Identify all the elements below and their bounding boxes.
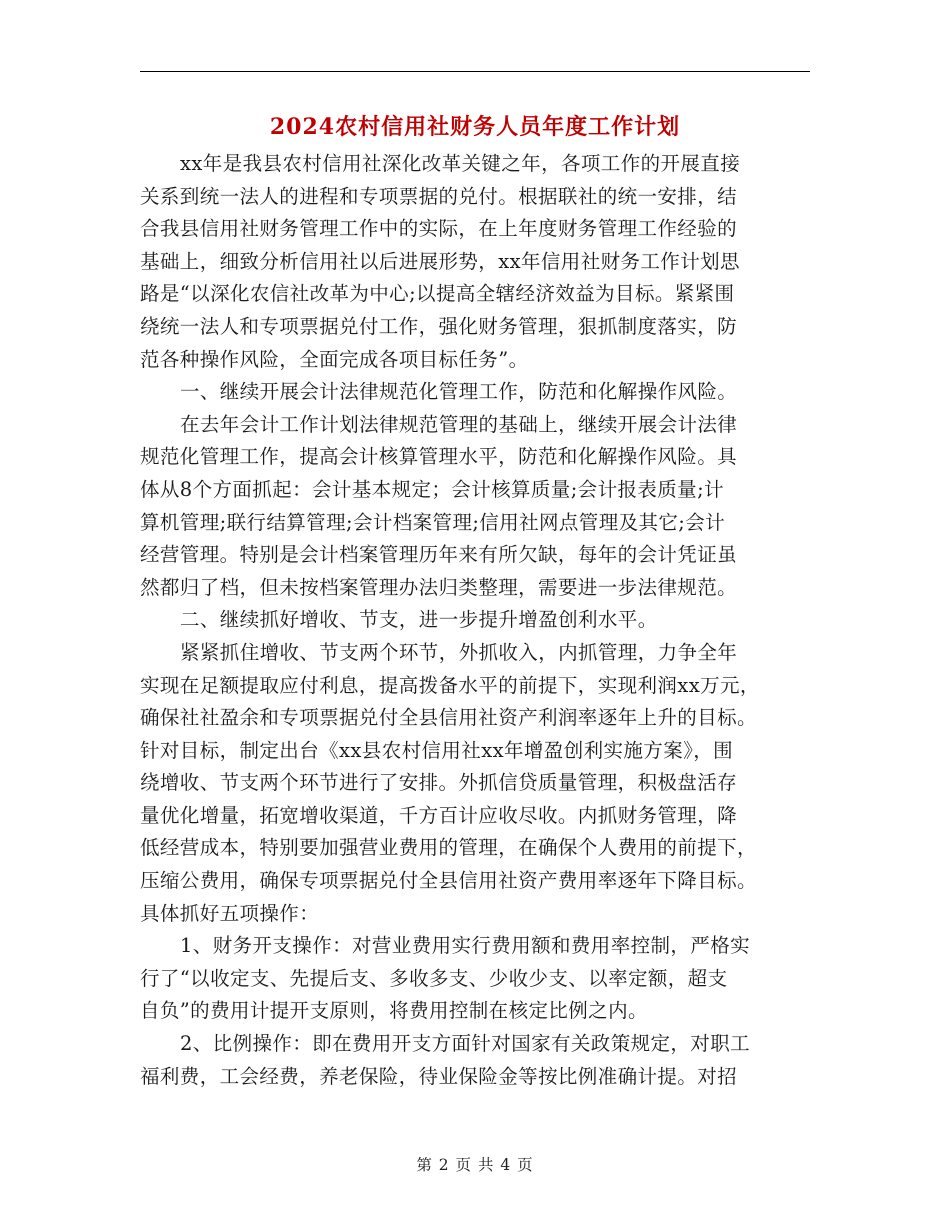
text-line: 然都归了档，但未按档案管理办法归类整理，需要进一步法律规范。: [140, 575, 738, 599]
text-line: 福利费，工会经费，养老保险，待业保险金等按比例准确计提。对招: [140, 1064, 738, 1088]
text-line: 关系到统一法人的进程和专项票据的兑付。根据联社的统一安排，结: [140, 184, 738, 208]
text-line: 规范化管理工作，提高会计核算管理水平，防范和化解操作风险。具: [140, 445, 738, 469]
text-line: 体从8个方面抓起：会计基本规定；会计核算质量;会计报表质量;计: [140, 477, 724, 501]
text-line: 二、继续抓好增收、节支，进一步提升增盈创利水平。: [180, 608, 658, 632]
text-line: xx年是我县农村信用社深化改革关键之年，各项工作的开展直接: [180, 152, 741, 175]
text-line: 行了“以收定支、先提后支、多收多支、少收少支、以率定额，超支: [140, 966, 728, 990]
text-line: 紧紧抓住增收、节支两个环节，外抓收入，内抓管理，力争全年: [180, 640, 738, 664]
text-line: 算机管理;联行结算管理;会计档案管理;信用社网点管理及其它;会计: [140, 510, 726, 534]
text-line: 压缩公费用，确保专项票据兑付全县信用社资产费用率逐年下降目标。: [140, 869, 757, 893]
text-line: 基础上，细致分析信用社以后进展形势，xx年信用社财务工作计划思: [140, 249, 740, 273]
text-line: 在去年会计工作计划法律规范管理的基础上，继续开展会计法律: [180, 412, 738, 436]
text-line: 经营管理。特别是会计档案管理历年来有所欠缺，每年的会计凭证虽: [140, 543, 738, 567]
text-line: 实现在足额提取应付利息，提高拨备水平的前提下，实现利润xx万元，: [140, 673, 760, 697]
text-line: 低经营成本，特别要加强营业费用的管理，在确保个人费用的前提下，: [140, 836, 757, 860]
text-line: 量优化增量，拓宽增收渠道，千方百计应收尽收。内抓财务管理，降: [140, 803, 738, 827]
page-number: 第 2 页 共 4 页: [416, 1156, 534, 1174]
text-line: 1、财务开支操作：对营业费用实行费用额和费用率控制，严格实: [180, 934, 751, 958]
text-line: 确保社社盈余和专项票据兑付全县信用社资产利润率逐年上升的目标。: [140, 706, 757, 730]
text-line: 绕统一法人和专项票据兑付工作，强化财务管理，狠抓制度落实，防: [140, 314, 738, 338]
text-line: 一、继续开展会计法律规范化管理工作，防范和化解操作风险。: [180, 380, 738, 404]
header-rule: [140, 71, 810, 72]
text-line: 具体抓好五项操作：: [140, 901, 320, 925]
text-line: 针对目标，制定出台《xx县农村信用社xx年增盈创利实施方案》，围: [140, 738, 734, 762]
text-line: 路是“以深化农信社改革为中心;以提高全辖经济效益为目标。紧紧围: [140, 282, 735, 306]
document-title: 2024农村信用社财务人员年度工作计划: [269, 114, 681, 140]
text-line: 2、比例操作：即在费用开支方面针对国家有关政策规定，对职工: [180, 1032, 751, 1056]
text-line: 绕增收、节支两个环节进行了安排。外抓信贷质量管理，积极盘活存: [140, 771, 738, 795]
document-body: [140, 148, 810, 1093]
text-line: 范各种操作风险，全面完成各项目标任务”。: [140, 347, 529, 371]
text-line: 自负”的费用计提开支原则，将费用控制在核定比例之内。: [140, 999, 648, 1023]
text-line: 合我县信用社财务管理工作中的实际，在上年度财务管理工作经验的: [140, 217, 738, 241]
